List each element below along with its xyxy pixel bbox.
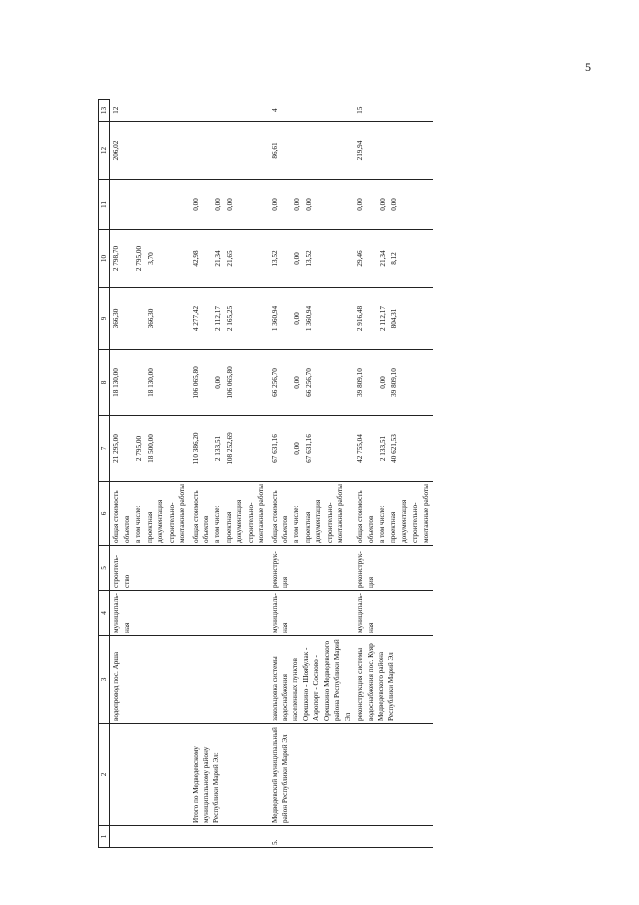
cell-line: 0,00	[293, 312, 302, 325]
cell-col-9	[354, 288, 433, 350]
cell-line: общая стоимость объектов	[112, 490, 131, 543]
cell-line	[281, 352, 291, 413]
cell-line: 40 621,53	[390, 434, 399, 463]
cell-col-4: муниципаль-ная	[354, 591, 433, 636]
cell-line: 110 386,20	[191, 432, 200, 465]
cell-line: проектная документация	[145, 499, 165, 543]
cell-line: в том числе:	[213, 505, 222, 543]
cell-line: 0,00	[214, 198, 223, 211]
column-number-header	[99, 100, 110, 848]
cell-col-8	[110, 350, 190, 416]
column-header-7: 7	[99, 416, 110, 482]
cell-line: 18 500,00	[146, 434, 155, 463]
cell-line: 21 295,00	[112, 434, 121, 463]
cell-line: 0,00	[378, 198, 387, 211]
cell-line: 13,52	[270, 250, 279, 267]
cell-col-13	[190, 100, 269, 122]
cell-line: в том числе:	[134, 505, 143, 543]
cell-col-1	[190, 826, 269, 848]
cell-line: проектная документация	[389, 499, 408, 543]
cell-col-13: 12	[110, 100, 190, 122]
cell-col-6	[190, 482, 269, 546]
table-row	[190, 100, 269, 848]
cell-line: 0,00	[378, 376, 387, 389]
cell-col-13: 15	[354, 100, 433, 122]
cell-col-2: Итого по Медведевскому муниципальному району Республики Марий Эл:	[190, 724, 269, 826]
column-header-11: 11	[99, 180, 110, 230]
page-number: 5	[585, 60, 591, 74]
column-header-8: 8	[99, 350, 110, 416]
cell-col-6	[354, 482, 433, 546]
cell-line: 0,00	[390, 198, 399, 211]
cell-line: 42,98	[191, 250, 200, 267]
cell-col-11	[110, 180, 190, 230]
table-row	[110, 100, 190, 848]
cell-col-10	[354, 230, 433, 288]
cell-line: 39 809,10	[390, 368, 399, 397]
cell-col-11	[190, 180, 269, 230]
cell-line: 2 133,51	[214, 435, 223, 462]
investment-table	[98, 99, 433, 848]
column-header-5: 5	[99, 546, 110, 591]
cell-line: 8,12	[390, 252, 399, 265]
cell-col-9	[190, 288, 269, 350]
cell-col-5: строитель-ство	[110, 546, 190, 591]
cell-line	[202, 290, 212, 347]
column-header-2: 2	[99, 724, 110, 826]
cell-line	[202, 418, 212, 479]
cell-col-10	[110, 230, 190, 288]
cell-line: 29,46	[356, 250, 365, 267]
cell-line: 1 360,94	[304, 305, 313, 332]
cell-line: 66 256,70	[270, 368, 279, 397]
cell-line	[281, 182, 291, 227]
cell-col-5: реконструк-ция	[269, 546, 355, 591]
cell-col-12: 219,94	[354, 122, 433, 180]
cell-line: 0,00	[225, 198, 234, 211]
cell-col-9	[110, 288, 190, 350]
cell-col-1: 5.	[269, 826, 355, 848]
column-header-12: 12	[99, 122, 110, 180]
table-body	[99, 100, 434, 848]
cell-col-7	[354, 416, 433, 482]
cell-line: 106 065,80	[191, 366, 200, 399]
cell-line: проектная документация	[303, 499, 323, 543]
cell-line: 0,00	[356, 198, 365, 211]
cell-line	[146, 182, 156, 227]
cell-line: 0,00	[214, 376, 223, 389]
cell-line: 0,00	[293, 252, 302, 265]
cell-line: 2 165,25	[225, 305, 234, 332]
cell-line: 3,70	[146, 252, 155, 265]
cell-line: 2 112,17	[214, 306, 223, 331]
cell-col-6	[269, 482, 355, 546]
cell-line	[123, 290, 133, 347]
cell-col-10	[269, 230, 355, 288]
cell-line	[367, 352, 377, 413]
cell-col-3: водопровод пос. Аршa	[110, 636, 190, 724]
cell-col-4: муниципаль-ная	[110, 591, 190, 636]
cell-col-3	[190, 636, 269, 724]
cell-line: 66 256,70	[304, 368, 313, 397]
cell-line: 804,31	[390, 308, 399, 329]
cell-col-4: муниципаль-ная	[269, 591, 355, 636]
cell-line	[202, 232, 212, 285]
cell-col-5: реконструк-ция	[354, 546, 433, 591]
cell-line: 39 809,10	[356, 368, 365, 397]
cell-line: 106 065,80	[225, 366, 234, 399]
column-header-10: 10	[99, 230, 110, 288]
cell-line: 0,00	[293, 198, 302, 211]
cell-line	[281, 232, 291, 285]
cell-line: 1 360,94	[270, 305, 279, 332]
cell-line: 0,00	[304, 198, 313, 211]
cell-line	[134, 352, 144, 413]
cell-line	[111, 182, 121, 227]
cell-line	[134, 290, 144, 347]
cell-line: 13,52	[304, 250, 313, 267]
cell-line	[367, 182, 377, 227]
cell-line	[123, 232, 133, 285]
cell-col-7	[190, 416, 269, 482]
cell-col-6	[110, 482, 190, 546]
cell-col-13: 4	[269, 100, 355, 122]
cell-col-8	[269, 350, 355, 416]
cell-col-12: 206,02	[110, 122, 190, 180]
cell-line: 21,34	[378, 250, 387, 267]
cell-col-7	[269, 416, 355, 482]
cell-line: 2 798,70	[112, 245, 121, 272]
cell-line	[134, 182, 144, 227]
cell-col-12	[190, 122, 269, 180]
cell-line: 21,65	[225, 250, 234, 267]
column-header-13: 13	[99, 100, 110, 122]
cell-col-2: Медведевский муниципальный район Республики Марий Эл	[269, 724, 355, 826]
column-header-3: 3	[99, 636, 110, 724]
cell-line	[281, 418, 291, 479]
cell-col-8	[354, 350, 433, 416]
cell-line	[202, 182, 212, 227]
cell-line: строительно-монтажные работы	[411, 484, 430, 543]
cell-line: общая стоимость объектов	[356, 490, 375, 543]
cell-col-11	[269, 180, 355, 230]
cell-line	[367, 290, 377, 347]
cell-line: 0,00	[293, 442, 302, 455]
cell-line: 2 112,17	[378, 306, 387, 331]
cell-line: 366,30	[112, 308, 121, 329]
cell-col-8	[190, 350, 269, 416]
cell-line: 4 277,42	[191, 305, 200, 332]
cell-line	[367, 418, 377, 479]
cell-line: общая стоимость объектов	[191, 490, 210, 543]
cell-line: строительно-монтажные работы	[167, 484, 187, 543]
cell-line: 0,00	[191, 198, 200, 211]
cell-line: 42 755,04	[356, 434, 365, 463]
column-header-4: 4	[99, 591, 110, 636]
cell-line	[281, 290, 291, 347]
cell-line	[202, 352, 212, 413]
cell-line: 2 133,51	[378, 435, 387, 462]
cell-col-7	[110, 416, 190, 482]
column-header-9: 9	[99, 288, 110, 350]
cell-col-10	[190, 230, 269, 288]
cell-line: 2 916,48	[356, 305, 365, 332]
cell-col-1	[354, 826, 433, 848]
cell-col-3: реконструкция системы водоснабжения пос. Куяр Медведевского района Республики Марий Эл	[354, 636, 433, 724]
cell-line: 67 631,16	[270, 434, 279, 463]
cell-col-4	[190, 591, 269, 636]
cell-line: общая стоимость объектов	[270, 490, 289, 543]
column-header-1: 1	[99, 826, 110, 848]
table-row	[269, 100, 355, 848]
cell-line	[123, 418, 133, 479]
cell-line: 21,34	[214, 250, 223, 267]
cell-col-1	[110, 826, 190, 848]
cell-col-2	[354, 724, 433, 826]
cell-col-12: 86,61	[269, 122, 355, 180]
table-row	[354, 100, 433, 848]
cell-line: 2 795,00	[135, 245, 144, 272]
cell-line: строительно-монтажные работы	[325, 484, 345, 543]
cell-line: 108 252,69	[225, 432, 234, 465]
cell-line: проектная документация	[224, 499, 244, 543]
cell-col-5	[190, 546, 269, 591]
rotated-table-wrapper	[98, 100, 566, 848]
cell-col-2	[110, 724, 190, 826]
cell-line: 0,00	[270, 198, 279, 211]
column-header-6: 6	[99, 482, 110, 546]
cell-line: 18 130,00	[112, 368, 121, 397]
cell-line: 18 130,00	[146, 368, 155, 397]
cell-col-3: закольцовка системы водоснабжения населенных пунктов Орешкино - Шоябулак - Аэропорт - Сосново - Орешкино Медведевского района Республики Марий Эл	[269, 636, 355, 724]
cell-line	[367, 232, 377, 285]
cell-line: в том числе:	[292, 505, 301, 543]
cell-col-9	[269, 288, 355, 350]
cell-line: 2 795,00	[135, 435, 144, 462]
cell-line: в том числе:	[377, 505, 386, 543]
cell-line: 67 631,16	[304, 434, 313, 463]
cell-col-11	[354, 180, 433, 230]
cell-line	[123, 352, 133, 413]
cell-line: 0,00	[293, 376, 302, 389]
cell-line: 366,30	[146, 308, 155, 329]
cell-line	[123, 182, 133, 227]
cell-line: строительно-монтажные работы	[246, 484, 266, 543]
